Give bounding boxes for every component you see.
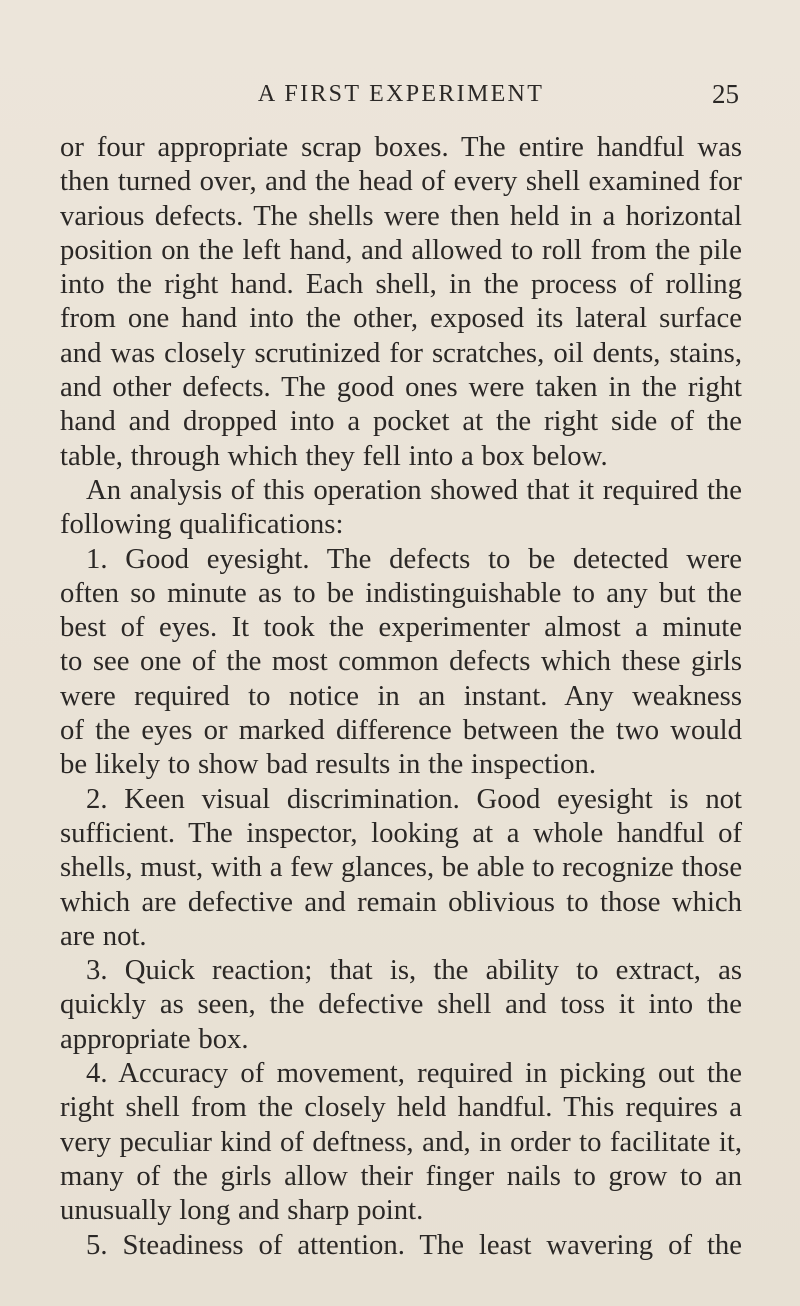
text-line: of the eyes or marked difference between the two would — [60, 714, 742, 747]
text-line: various defects. The shells were then held in a horizontal — [60, 199, 742, 232]
text-line: from one hand into the other, exposed its lateral surface — [60, 302, 742, 335]
text-line: many of the girls allow their finger nails to grow to an — [60, 1159, 742, 1192]
text-line: and was closely scrutinized for scratches, oil dents, stains, — [60, 336, 742, 369]
text-line: very peculiar kind of deftness, and, in order to facilitate it, — [60, 1125, 742, 1158]
text-line: An analysis of this operation showed that it required the — [86, 473, 742, 506]
text-line: 3. Quick reaction; that is, the ability to extract, as — [86, 954, 742, 987]
text-line: which are defective and remain oblivious to those which — [60, 885, 742, 918]
text-line: 5. Steadiness of attention. The least wavering of the — [86, 1228, 742, 1261]
text-line: often so minute as to be indistinguishable to any but the — [60, 576, 742, 609]
text-line: table, through which they fell into a box below. — [60, 439, 608, 472]
text-line: 2. Keen visual discrimination. Good eyesight is not — [86, 782, 742, 815]
text-line: be likely to show bad results in the inspection. — [60, 748, 597, 781]
text-line: appropriate box. — [60, 1022, 249, 1055]
page-number: 25 — [712, 79, 739, 109]
text-line: best of eyes. It took the experimenter almost a minute — [60, 611, 742, 644]
text-line: quickly as seen, the defective shell and toss it into the — [60, 988, 742, 1021]
text-line: sufficient. The inspector, looking at a whole handful of — [60, 816, 742, 849]
text-line: shells, must, with a few glances, be able to recognize those — [60, 851, 743, 884]
text-line: were required to notice in an instant. Any weakness — [60, 679, 742, 712]
text-line: then turned over, and the head of every shell examined for — [60, 165, 742, 198]
text-line: into the right hand. Each shell, in the process of rolling — [60, 268, 742, 301]
text-line: 1. Good eyesight. The defects to be detected were — [86, 542, 742, 575]
text-line: to see one of the most common defects which these girls — [60, 645, 742, 678]
text-line: are not. — [60, 919, 147, 952]
body-text — [60, 130, 742, 1262]
chapter-title: A FIRST EXPERIMENT — [257, 81, 545, 107]
text-line: hand and dropped into a pocket at the right side of the — [60, 405, 742, 438]
text-line: and other defects. The good ones were taken in the right — [60, 371, 742, 404]
text-line: right shell from the closely held handful. This requires a — [60, 1091, 742, 1124]
text-line: following qualifications: — [60, 508, 344, 541]
text-line: unusually long and sharp point. — [60, 1194, 424, 1227]
text-line: 4. Accuracy of movement, required in picking out the — [86, 1057, 742, 1090]
text-line: position on the left hand, and allowed to roll from the pile — [60, 233, 742, 266]
running-head — [60, 79, 742, 109]
text-line: or four appropriate scrap boxes. The entire handful was — [60, 131, 742, 163]
